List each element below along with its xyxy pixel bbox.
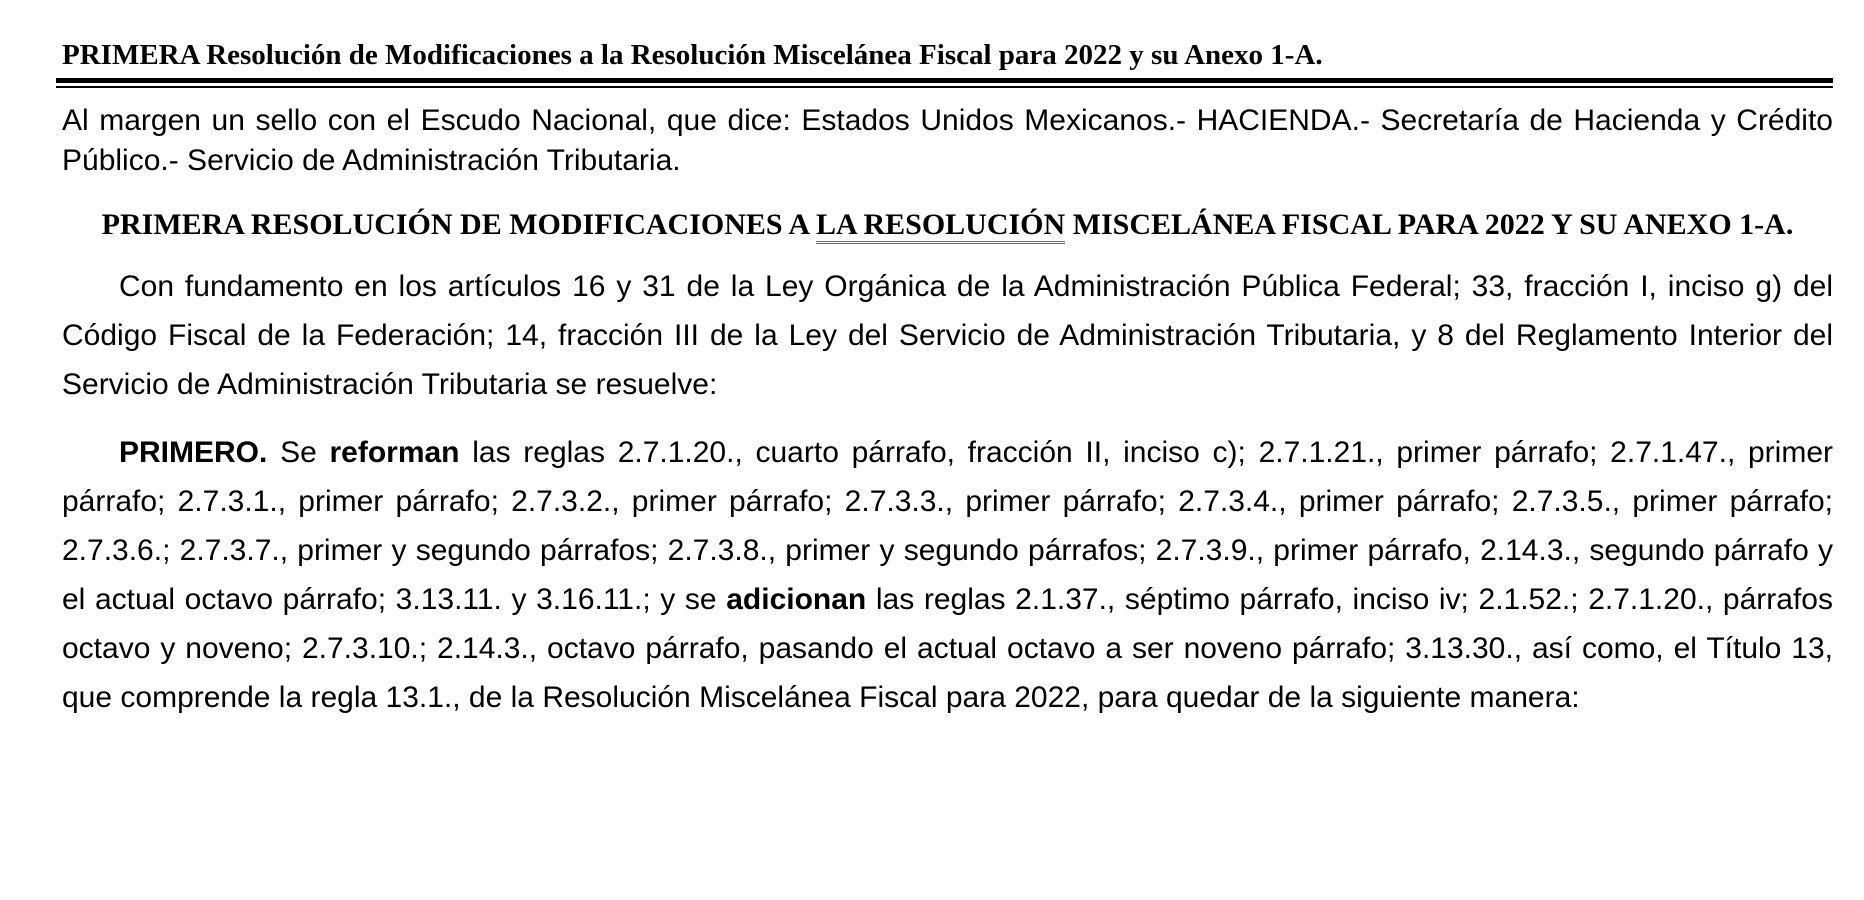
title-part-2: MISCELÁNEA FISCAL PARA 2022 Y SU ANEXO 1-A. [1065,208,1794,241]
primero-text-1: Se [267,436,330,469]
title-part-1: PRIMERA RESOLUCIÓN DE MODIFICACIONES A [101,208,816,241]
fundamento-paragraph: Con fundamento en los artículos 16 y 31 de la Ley Orgánica de la Administración Pública Federal; 33, fracción I, inciso g) del Código Fiscal de la Federación; 14, fracción III de la Ley del Servicio de Administración Tributaria, y 8 del Reglamento Interior del Servicio de Administración Tributaria se resuelve: [62,270,1833,401]
primero-paragraph [62,428,1833,722]
adicionan-keyword: adicionan [726,583,867,616]
reforman-keyword: reforman [329,436,460,469]
document-page [62,0,1833,722]
resolution-title [62,200,1833,250]
primero-text-3: las reglas 2.1.37., séptimo párrafo, inciso iv; 2.1.52.; 2.7.1.20., párrafos octavo y noveno; 2.7.3.10.; 2.14.3., octavo párrafo, pasando el actual octavo a ser noveno párrafo; 3.13.30., así como, el Título 13, que comprende la regla 13.1., de la Resolución Miscelánea Fiscal para 2022, para quedar de la siguiente manera: [62,583,1833,714]
primero-label: PRIMERO. [119,436,268,469]
title-underlined: LA RESOLUCIÓN [816,208,1065,244]
primero-text-2: las reglas 2.7.1.20., cuarto párrafo, fracción II, inciso c); 2.7.1.21., primer párrafo; 2.7.1.47., primer párrafo; 2.7.3.1., primer párrafo; 2.7.3.2., primer párrafo; 2.7.3.3., primer párrafo; 2.7.3.4., primer párrafo; 2.7.3.5., primer párrafo; 2.7.3.6.; 2.7.3.7., primer y segundo párrafos; 2.7.3.8., primer y segundo párrafos; 2.7.3.9., primer párrafo, 2.14.3., segundo párrafo y el actual octavo párrafo; 3.13.11. y 3.16.11.; y se [62,436,1833,616]
document-header: PRIMERA Resolución de Modificaciones a la Resolución Miscelánea Fiscal para 2022 y su Anexo 1-A. [62,39,1323,71]
header-rule-thin [56,86,1833,88]
margin-note: Al margen un sello con el Escudo Nacional, que dice: Estados Unidos Mexicanos.- HACIENDA.- Secretaría de Hacienda y Crédito Público.- Servicio de Administración Tributaria. [62,104,1833,177]
